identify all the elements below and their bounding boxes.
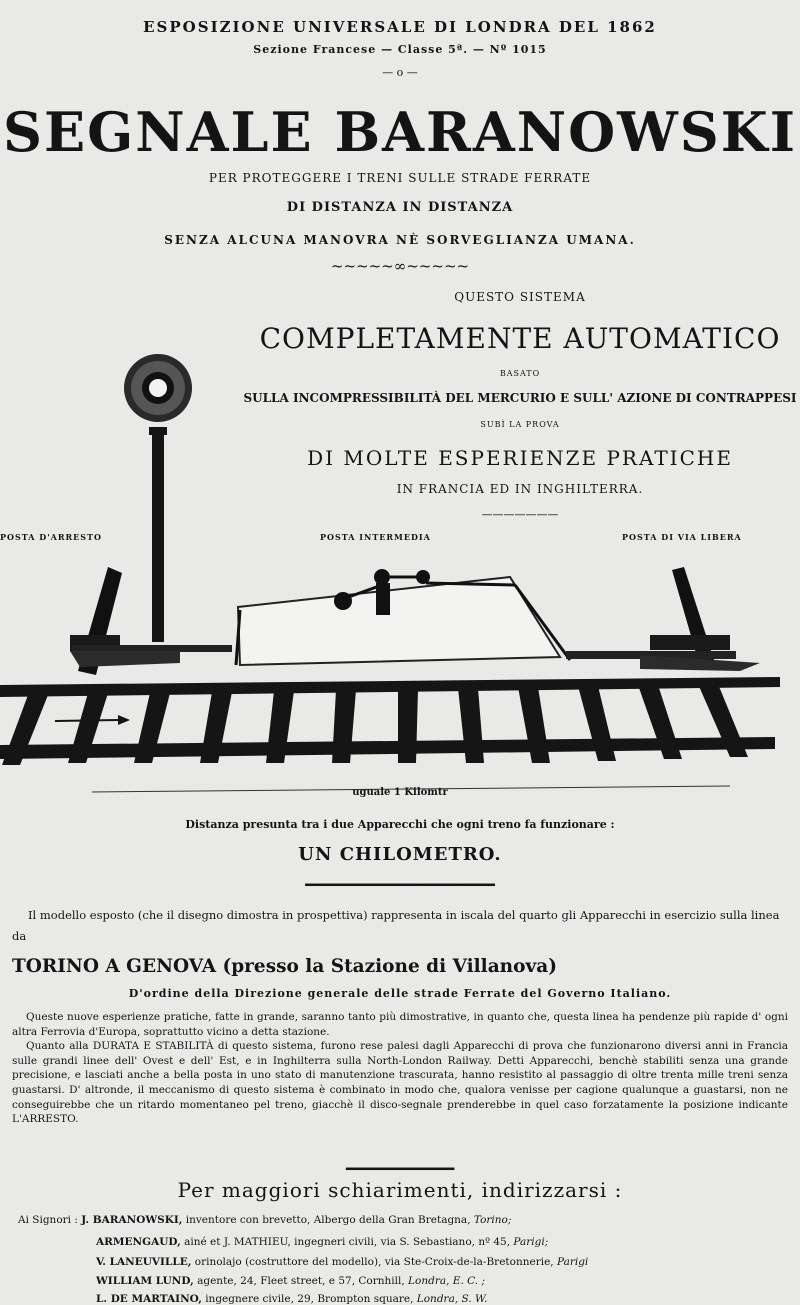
body-text bbox=[12, 1010, 788, 1127]
clear-post-mechanism bbox=[566, 567, 760, 671]
address-row-4: WILLIAM LUND, agente, 24, Fleet street, e 57, Cornhill, Londra, E. C. ; bbox=[96, 1275, 485, 1287]
system-line-7: IN FRANCIA ED IN INGHILTERRA. bbox=[396, 482, 644, 496]
exposition-header: ESPOSIZIONE UNIVERSALE DI LONDRA DEL 1862 bbox=[143, 18, 657, 36]
address-row-5: L. DE MARTAINO, ingegnere civile, 29, Brompton square, Londra, S. W. bbox=[96, 1293, 488, 1305]
distance-label: uguale 1 Kilomtr bbox=[352, 787, 448, 798]
contact-heading: Per maggiori schiarimenti, indirizzarsi : bbox=[177, 1178, 623, 1202]
page-title: SEGNALE BARANOWSKI bbox=[2, 100, 797, 164]
signal-disc-icon bbox=[124, 354, 192, 422]
intermediate-post-mechanism bbox=[236, 569, 570, 665]
ornament-divider-2: ━━━━━━━━━━━━ bbox=[345, 1160, 455, 1178]
kilometre-value: UN CHILOMETRO. bbox=[298, 844, 502, 865]
system-line-6: DI MOLTE ESPERIENZE PRATICHE bbox=[307, 446, 733, 470]
subtitle-line-3: SENZA ALCUNA MANOVRA NÈ SORVEGLIANZA UMANA. bbox=[164, 233, 636, 247]
label-stop-post: POSTA D'ARRESTO bbox=[0, 532, 102, 542]
intro-paragraph: Il modello esposto (che il disegno dimostra in prospettiva) rappresenta in iscala del quarto gli Apparecchi in esercizio sulla linea da bbox=[12, 908, 780, 943]
label-clear-post: POSTA DI VIA LIBERA bbox=[622, 532, 742, 542]
body-paragraph-2: Quanto alla DURATA E STABILITÀ di questo sistema, furono rese palesi dagli Apparecchi di prova che funzionarono diversi anni in Francia sulle grandi linee dell' Ovest e dell' Est, e in Inghilterra sulla North-London Railway. Detti Apparecchi, benchè stabiliti senza una grande precisione, e lasciati anche a bella posta in uno stato di manutenzione trascurata, hanno resistito al passaggio di oltre trenta mille treni senza guastarsi. D' altronde, il meccanismo di questo sistema è combinato in modo che, qualora venisse per cagione qualunque a guastarsi, non ne conseguirebbe che un ritardo momentaneo pel treno, giacchè il disco-segnale prenderebbe in quel caso forzatamente la posizione indicante L'ARRESTO. bbox=[12, 1040, 788, 1126]
subtitle-line-1: PER PROTEGGERE I TRENI SULLE STRADE FERRATE bbox=[208, 171, 592, 185]
railway-signal-illustration bbox=[0, 345, 800, 805]
stop-post-mechanism bbox=[70, 567, 232, 675]
body-paragraph-1: Queste nuove esperienze pratiche, fatte in grande, saranno tanto più dimostrative, in quanto che, questa linea ha pendenze più rapide d' ogni altra Ferrovia d'Europa, soprattutto vicino a detta stazione. bbox=[12, 1011, 788, 1038]
system-line-2: COMPLETAMENTE AUTOMATICO bbox=[259, 322, 781, 355]
section-line: Sezione Francese — Classe 5ª. — Nº 1015 bbox=[253, 43, 547, 56]
system-line-4: SULLA INCOMPRESSIBILITÀ DEL MERCURIO E SULL' AZIONE DI CONTRAPPESI bbox=[243, 391, 797, 405]
system-line-1: QUESTO SISTEMA bbox=[454, 290, 586, 304]
system-line-5: SUBÌ LA PROVA bbox=[480, 420, 560, 429]
signal-pole bbox=[152, 427, 164, 642]
small-ornament: — o — bbox=[382, 66, 418, 79]
railway-track bbox=[0, 677, 780, 765]
address-row-3: V. LANEUVILLE, orinolajo (costruttore del modello), via Ste-Croix-de-la-Bretonnerie, Parigi bbox=[96, 1256, 589, 1268]
address-row-1: Ai Signori : J. BARANOWSKI, inventore con brevetto, Albergo della Gran Bretagna, Torino; bbox=[18, 1214, 512, 1226]
short-rule: ——————— bbox=[481, 508, 559, 521]
measurement-line: Distanza presunta tra i due Apparecchi che ogni treno fa funzionare : bbox=[185, 818, 615, 831]
route-title: TORINO A GENOVA (presso la Stazione di Villanova) bbox=[12, 956, 557, 977]
address-prefix: Ai Signori : bbox=[18, 1214, 78, 1226]
address-row-2: ARMENGAUD, ainé et J. MATHIEU, ingegneri civili, via S. Sebastiano, nº 45, Parigi; bbox=[96, 1236, 549, 1248]
label-intermediate-post: POSTA INTERMEDIA bbox=[320, 532, 431, 542]
ornament-divider: ~~~~~∞~~~~~ bbox=[330, 257, 470, 275]
rule-divider: ━━━━━━━━━━━━━━━━━━━━━ bbox=[305, 876, 495, 894]
subtitle-line-2: DI DISTANZA IN DISTANZA bbox=[286, 200, 514, 215]
route-order: D'ordine della Direzione generale delle strade Ferrate del Governo Italiano. bbox=[128, 987, 672, 1000]
system-line-3: BASATO bbox=[499, 369, 541, 378]
